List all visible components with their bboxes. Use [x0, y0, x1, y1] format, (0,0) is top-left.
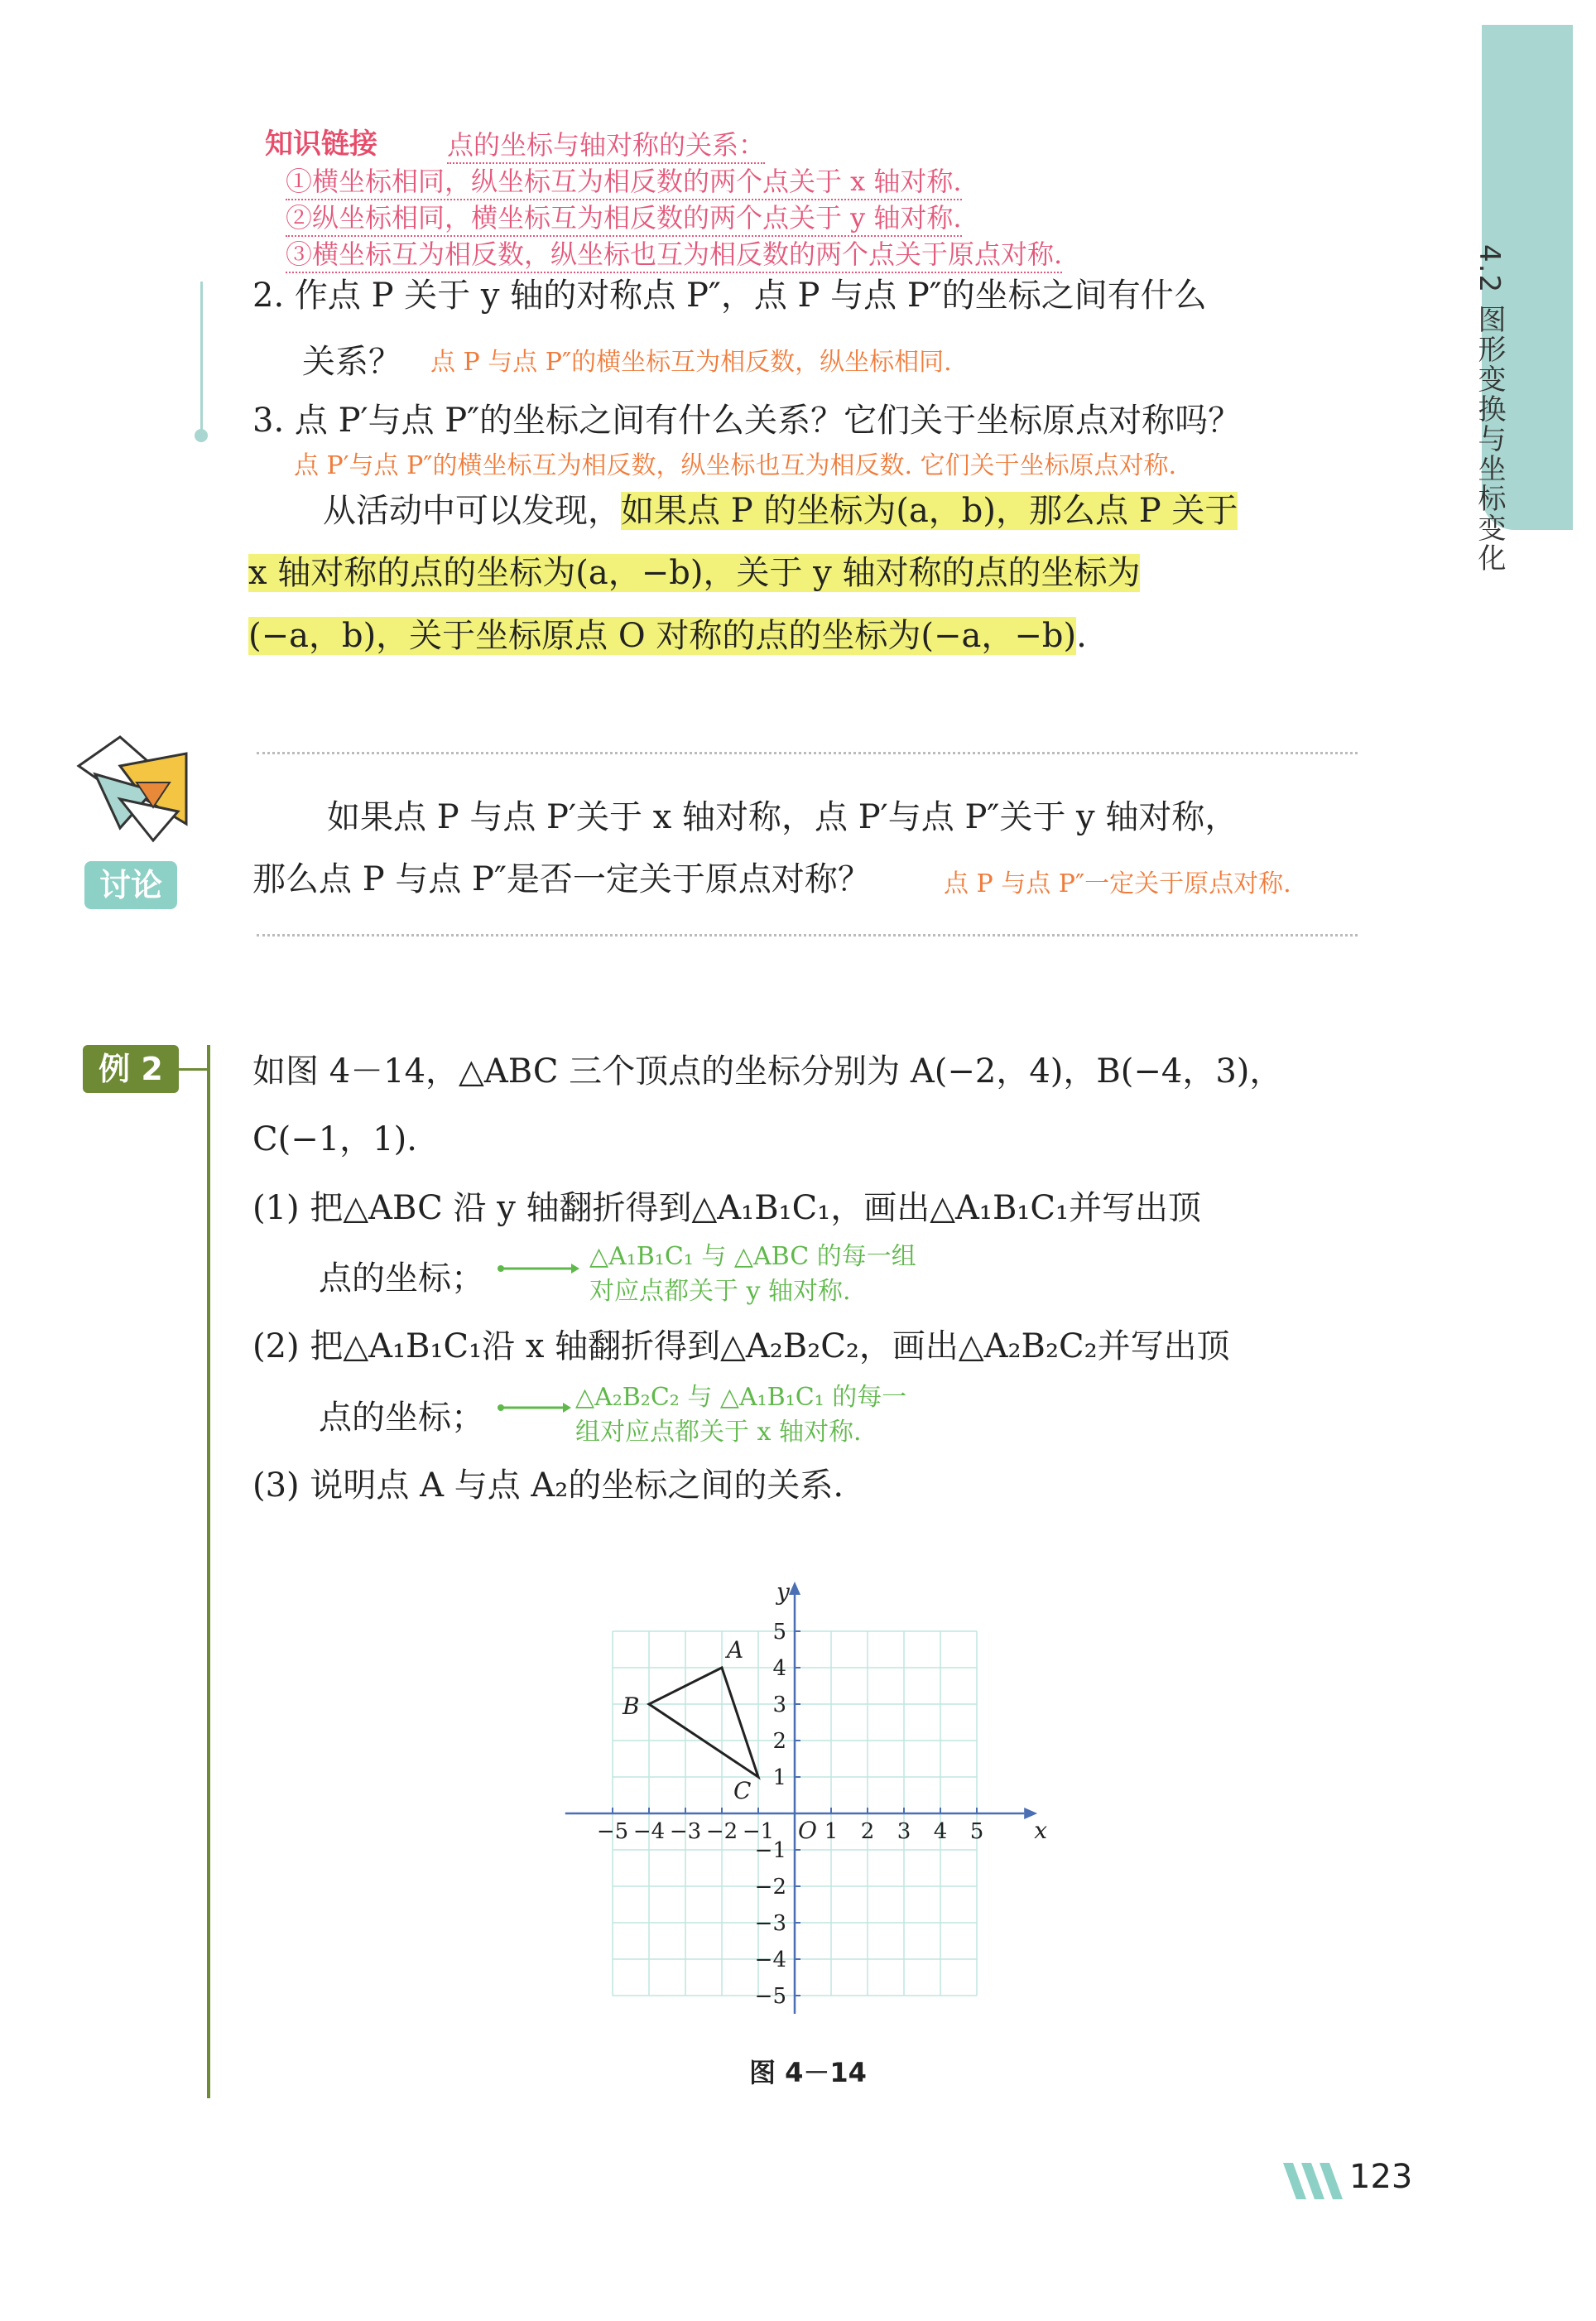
conclusion-line-3 [248, 609, 1087, 657]
y-tick-label: 1 [772, 1765, 786, 1790]
figure-caption: 图 4－14 [749, 2057, 867, 2088]
discussion-label: 讨论 [84, 861, 177, 909]
conclusion-line-1 [323, 484, 1238, 532]
x-tick-label: 2 [860, 1819, 875, 1844]
y-tick-label: −4 [754, 1948, 786, 1972]
page-decoration-icon [1283, 2163, 1349, 2199]
x-tick-label: −3 [669, 1819, 702, 1844]
knowledge-link-label: 知识链接 [265, 128, 377, 161]
example-2-q3: (3) 说明点 A 与点 A₂的坐标之间的关系. [252, 1466, 844, 1505]
x-tick-label: 4 [933, 1819, 948, 1844]
conclusion-highlight: x 轴对称的点的坐标为(a，−b)，关于 y 轴对称的点的坐标为 [248, 554, 1141, 592]
discussion-tangram-icon [70, 733, 203, 849]
y-axis-label: y [776, 1578, 790, 1606]
x-axis-label: x [1034, 1817, 1047, 1844]
knowledge-link-item: ①横坐标相同，纵坐标互为相反数的两个点关于 x 轴对称. [286, 161, 962, 200]
note-2: 组对应点都关于 x 轴对称. [575, 1418, 862, 1447]
discussion-answer: 点 P 与点 P″一定关于原点对称. [944, 869, 1291, 898]
x-tick-label: −1 [742, 1819, 775, 1844]
example-2-q2: (2) 把△A₁B₁C₁沿 x 轴翻折得到△A₂B₂C₂，画出△A₂B₂C₂并写出顶 [252, 1327, 1230, 1365]
y-tick-label: 3 [772, 1693, 786, 1717]
page-number: 123 [1349, 2158, 1413, 2196]
section-title: 4.2 图形变换与坐标变化 [1473, 244, 1506, 573]
x-tick-label: −4 [632, 1819, 666, 1844]
knowledge-link-item: ③横坐标互为相反数，纵坐标也互为相反数的两个点关于原点对称. [286, 234, 1062, 273]
question-2-cont: 关系？ [302, 343, 401, 381]
conclusion-highlight: 如果点 P 的坐标为(a，b)，那么点 P 关于 [621, 492, 1238, 530]
conclusion-prefix: 从活动中可以发现， [323, 492, 621, 530]
question-3: 3. 点 P′与点 P″的坐标之间有什么关系？它们关于坐标原点对称吗？ [252, 402, 1242, 440]
example-2-q1-cont: 点的坐标； [319, 1259, 484, 1298]
vertex-label-b: B [623, 1693, 640, 1720]
note-1: 对应点都关于 y 轴对称. [589, 1277, 851, 1306]
vertex-label-a: A [727, 1636, 744, 1664]
x-tick-label: 1 [824, 1819, 839, 1844]
knowledge-link [265, 121, 377, 161]
x-tick-label: 3 [897, 1819, 911, 1844]
conclusion-highlight: (−a，b)，关于坐标原点 O 对称的点的坐标为(−a，−b) [248, 617, 1077, 655]
y-tick-label: −3 [754, 1911, 786, 1936]
discussion-line-1: 如果点 P 与点 P′关于 x 轴对称，点 P′与点 P″关于 y 轴对称， [327, 798, 1238, 836]
separator [257, 752, 1358, 754]
example-2-text: 如图 4－14，△ABC 三个顶点的坐标分别为 A(−2，4)，B(−4，3)， [252, 1052, 1283, 1091]
example-2-q2-cont: 点的坐标； [319, 1399, 484, 1437]
coordinate-figure [579, 1565, 1047, 2029]
answer-2: 点 P 与点 P″的横坐标互为相反数，纵坐标相同. [430, 348, 952, 377]
arrow-icon [497, 1260, 579, 1277]
y-tick-label: 5 [772, 1620, 786, 1644]
vertex-label-c: C [733, 1777, 752, 1804]
arrow-icon [497, 1399, 571, 1416]
separator [257, 934, 1358, 937]
example-2-q1: (1) 把△ABC 沿 y 轴翻折得到△A₁B₁C₁，画出△A₁B₁C₁并写出顶 [252, 1189, 1202, 1227]
knowledge-link-title: 点的坐标与轴对称的关系： [447, 124, 765, 164]
y-tick-label: 4 [772, 1656, 786, 1681]
example-connector [179, 1068, 209, 1071]
y-axis-arrow [789, 1582, 800, 1595]
y-tick-label: −5 [754, 1984, 786, 2009]
origin-label: O [798, 1817, 817, 1844]
x-tick-label: 5 [969, 1819, 984, 1844]
triangle-abc [649, 1668, 758, 1777]
y-tick-label: −2 [754, 1875, 786, 1900]
note-1: △A₁B₁C₁ 与 △ABC 的每一组 [589, 1242, 916, 1271]
discussion-line-2: 那么点 P 与点 P″是否一定关于原点对称？ [252, 860, 871, 898]
example-margin-line [207, 1045, 210, 2098]
y-tick-label: −1 [754, 1838, 786, 1863]
answer-3: 点 P′与点 P″的横坐标互为相反数，纵坐标也互为相反数. 它们关于坐标原点对称. [294, 451, 1177, 480]
example-2-label: 例 2 [83, 1045, 179, 1093]
x-tick-label: −5 [596, 1819, 629, 1844]
example-2-text: C(−1，1). [252, 1120, 417, 1158]
knowledge-link-item: ②纵坐标相同，横坐标互为相反数的两个点关于 y 轴对称. [286, 197, 962, 237]
margin-line [200, 282, 203, 435]
conclusion-suffix: . [1076, 617, 1087, 655]
x-tick-label: −2 [705, 1819, 738, 1844]
margin-dot [195, 429, 208, 442]
y-tick-label: 2 [772, 1729, 786, 1754]
question-2: 2. 作点 P 关于 y 轴的对称点 P″，点 P 与点 P″的坐标之间有什么 [252, 277, 1207, 315]
note-2: △A₂B₂C₂ 与 △A₁B₁C₁ 的每一 [575, 1383, 907, 1412]
conclusion-line-2 [248, 547, 1140, 594]
